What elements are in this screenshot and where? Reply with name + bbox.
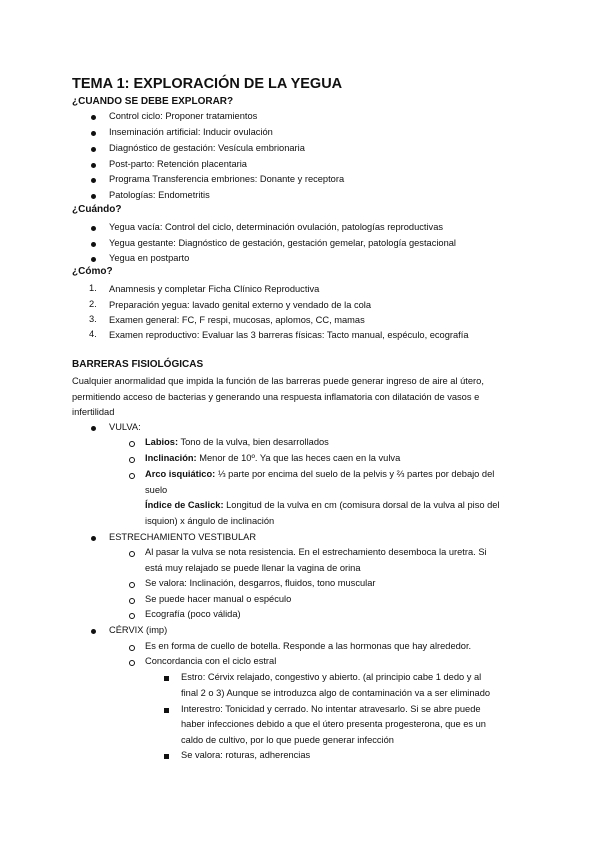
- list-item: Ecografía (poco válida): [145, 609, 241, 619]
- term-arco: Arco isquiático:: [145, 469, 216, 479]
- list-item: Concordancia con el ciclo estral: [145, 656, 277, 666]
- list-number: 3.: [89, 314, 97, 324]
- bullet-icon: [91, 242, 96, 247]
- list-item: Programa Transferencia embriones: Donante y receptora: [109, 174, 345, 184]
- paragraph-line: infertilidad: [72, 407, 115, 417]
- bullet-icon: [91, 536, 96, 541]
- list-item: [145, 499, 500, 511]
- list-item: Patologías: Endometritis: [109, 190, 210, 200]
- paragraph-line: haber infecciones debido a que el útero presenta progesterona, que es un: [181, 719, 486, 729]
- list-number: 2.: [89, 299, 97, 309]
- list-item: Yegua en postparto: [109, 253, 190, 263]
- list-number: 1.: [89, 283, 97, 293]
- paragraph-line: caldo de cultivo, por lo que puede generar infección: [181, 735, 394, 745]
- list-item: [145, 468, 494, 480]
- text-labios: Tono de la vulva, bien desarrollados: [178, 437, 329, 447]
- bullet-icon: [91, 163, 96, 168]
- circle-bullet-icon: [129, 441, 135, 447]
- bullet-icon: [91, 426, 96, 431]
- bullet-icon: [91, 178, 96, 183]
- section-heading-cuando-explorar: ¿CUANDO SE DEBE EXPLORAR?: [72, 96, 234, 107]
- list-item: Examen general: FC, F respi, mucosas, aplomos, CC, mamas: [109, 315, 365, 325]
- term-caslick: Índice de Caslick:: [145, 500, 224, 510]
- term-labios: Labios:: [145, 437, 179, 447]
- circle-bullet-icon: [129, 613, 135, 619]
- square-bullet-icon: [164, 676, 169, 681]
- circle-bullet-icon: [129, 645, 135, 651]
- square-bullet-icon: [164, 754, 169, 759]
- bullet-icon: [91, 629, 96, 634]
- paragraph-line: isquion) x ángulo de inclinación: [145, 516, 275, 526]
- list-item: Se puede hacer manual o espéculo: [145, 594, 292, 604]
- page-title: TEMA 1: EXPLORACIÓN DE LA YEGUA: [72, 76, 343, 92]
- circle-bullet-icon: [129, 457, 135, 463]
- list-item: Preparación yegua: lavado genital externo y vendado de la cola: [109, 300, 372, 310]
- paragraph-line: final 2 o 3) Aunque se introduzca algo de contaminación va a ser eliminado: [181, 688, 491, 698]
- paragraph-line: suelo: [145, 485, 168, 495]
- paragraph-line: Cualquier anormalidad que impida la función de las barreras puede generar ingreso de aire al útero,: [72, 376, 484, 386]
- list-item: [145, 452, 400, 464]
- section-heading-como: ¿Cómo?: [72, 266, 113, 277]
- bullet-icon: [91, 257, 96, 262]
- term-inclinacion: Inclinación:: [145, 453, 197, 463]
- list-item: Se valora: Inclinación, desgarros, fluidos, tono muscular: [145, 578, 376, 588]
- bullet-icon: [91, 226, 96, 231]
- list-item: [145, 436, 329, 448]
- bullet-icon: [91, 131, 96, 136]
- list-item: Control ciclo: Proponer tratamientos: [109, 111, 258, 121]
- bullet-icon: [91, 115, 96, 120]
- list-item: Al pasar la vulva se nota resistencia. En el estrechamiento desemboca la uretra. Si: [145, 547, 487, 557]
- bullet-icon: [91, 194, 96, 199]
- cervix-label: CÉRVIX (imp): [109, 625, 168, 635]
- list-item: Estro: Cérvix relajado, congestivo y abierto. (al principio cabe 1 dedo y al: [181, 672, 482, 682]
- list-item: Post-parto: Retención placentaria: [109, 159, 247, 169]
- bullet-icon: [91, 147, 96, 152]
- circle-bullet-icon: [129, 598, 135, 604]
- list-number: 4.: [89, 329, 97, 339]
- vestibular-label: ESTRECHAMIENTO VESTIBULAR: [109, 532, 257, 542]
- circle-bullet-icon: [129, 582, 135, 588]
- list-item: Examen reproductivo: Evaluar las 3 barreras físicas: Tacto manual, espéculo, ecografía: [109, 330, 469, 340]
- list-item: Yegua vacía: Control del ciclo, determinación ovulación, patologías reproductivas: [109, 222, 444, 232]
- text-caslick: Longitud de la vulva en cm (comisura dorsal de la vulva al piso del: [223, 500, 500, 510]
- vulva-label: VULVA:: [109, 422, 141, 432]
- circle-bullet-icon: [129, 660, 135, 666]
- circle-bullet-icon: [129, 551, 135, 557]
- paragraph-line: permitiendo acceso de bacterias y generando una respuesta inflamatoria con dilatación de vasos e: [72, 392, 480, 402]
- list-item: Inseminación artificial: Inducir ovulación: [109, 127, 273, 137]
- text-arco: ⅓ parte por encima del suelo de la pelvis y ⅔ partes por debajo del: [215, 469, 495, 479]
- section-heading-barreras: BARRERAS FISIOLÓGICAS: [72, 359, 204, 370]
- list-item: Anamnesis y completar Ficha Clínico Reproductiva: [109, 284, 320, 294]
- list-item: Es en forma de cuello de botella. Responde a las hormonas que hay alrededor.: [145, 641, 472, 651]
- square-bullet-icon: [164, 708, 169, 713]
- paragraph-line: está muy relajado se puede llenar la vagina de orina: [145, 563, 361, 573]
- list-item: Interestro: Tonicidad y cerrado. No intentar atravesarlo. Si se abre puede: [181, 704, 481, 714]
- circle-bullet-icon: [129, 473, 135, 479]
- list-item: Yegua gestante: Diagnóstico de gestación, gestación gemelar, patología gestacional: [109, 238, 456, 248]
- list-item: Diagnóstico de gestación: Vesícula embrionaria: [109, 143, 305, 153]
- text-inclinacion: Menor de 10º. Ya que las heces caen en la vulva: [196, 453, 401, 463]
- list-item: Se valora: roturas, adherencias: [181, 750, 311, 760]
- section-heading-cuando: ¿Cuándo?: [72, 204, 122, 215]
